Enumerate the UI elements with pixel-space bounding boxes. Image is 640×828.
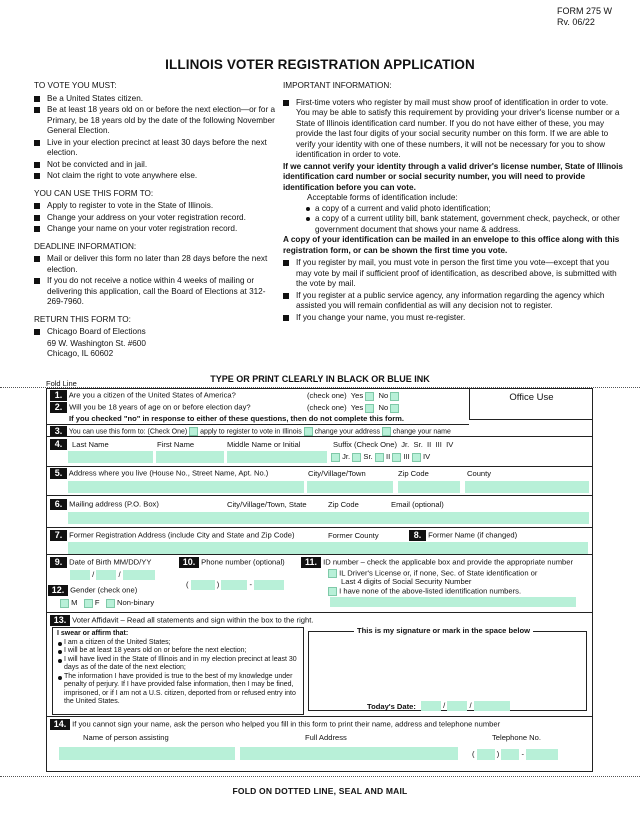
question-7	[50, 530, 295, 541]
dob-year-input[interactable]	[123, 570, 155, 580]
list-item: Be at least 18 years old on or before the next election—or for a Primary, be 18 years old by the date of the following November General Election.	[34, 105, 279, 137]
change-address-checkbox[interactable]	[304, 427, 313, 436]
option-label: change your address	[314, 428, 381, 436]
page-title: ILLINOIS VOTER REGISTRATION APPLICATION	[165, 57, 475, 72]
divider	[46, 527, 593, 528]
question-12	[48, 585, 137, 596]
question-9	[50, 557, 151, 568]
gender-nb-checkbox[interactable]	[106, 599, 115, 608]
list-item: If you register by mail, you must vote in person the first time you vote—except that you may vote by mail if sufficient proof of identification, as described above, is submitted with the vote by mail.	[283, 258, 623, 290]
suffix-opt: III	[403, 452, 410, 461]
to-vote-heading: TO VOTE YOU MUST:	[34, 81, 117, 90]
envelope-note: A copy of your identification can be mailed in an envelope to this office along with this registration form, or can be shown the first time you vote.	[283, 235, 620, 255]
list-item: If you change your name, you must re-register.	[283, 313, 623, 324]
fold-line-bottom	[0, 776, 640, 777]
list-item: a copy of a current and valid photo identification;	[305, 204, 623, 215]
question-2	[50, 402, 251, 413]
question-number: 1.	[50, 390, 67, 401]
signature-label: This is my signature or mark in the space below	[354, 626, 533, 636]
acceptable-forms-label: Acceptable forms of identification include:	[307, 193, 458, 202]
list-item: a copy of a current utility bill, bank statement, government check, paycheck, or other government document that shows your name & address.	[305, 214, 623, 235]
phone-label: Phone number (optional)	[201, 557, 285, 567]
citizen-answer	[307, 391, 399, 401]
question-5	[50, 468, 268, 479]
middle-name-input[interactable]	[227, 451, 327, 463]
gender-opt: M	[71, 598, 78, 607]
list-item: I will have lived in the State of Illinois and in my election precinct at least 30 days as of the date of the next election;	[57, 656, 299, 673]
phone-line-input[interactable]	[254, 580, 284, 590]
divider	[46, 495, 593, 496]
date-input-group: / /	[421, 701, 510, 711]
check-one-label: (check one)	[307, 391, 347, 400]
return-line: 69 W. Washington St. #600	[47, 338, 146, 348]
signature-box[interactable]	[308, 631, 587, 711]
cannot-verify-note: If we cannot verify your identity through a valid driver's license number, State of Illinois identification card number or social security number, you will need to provide identification before you can vote.	[283, 161, 623, 192]
list-item: Change your name on your voter registration record.	[34, 224, 279, 235]
important-list	[283, 98, 623, 161]
dob-label: Date of Birth MM/DD/YY	[69, 557, 152, 567]
list-item: First-time voters who register by mail must show proof of identification in order to vote. You may be able to satisfy this requirement by providing your driver's license number or a State of Illinois identification card number. If you do not have either of these, you may provide the last four digits of your social security number on this form. If we are able to verify your identity with one of these numbers, it will not be necessary for you to show identification in order to vote.	[283, 98, 623, 161]
email-label: Email (optional)	[391, 500, 444, 509]
change-name-checkbox[interactable]	[382, 427, 391, 436]
form-number-block	[557, 6, 612, 29]
question-6	[50, 499, 159, 510]
divider	[46, 466, 593, 467]
question-11	[301, 557, 573, 568]
suffix-opt: IV	[446, 440, 454, 449]
gender-opt: F	[94, 598, 100, 607]
question-1	[50, 390, 236, 401]
divider	[46, 716, 593, 717]
question-text: Are you a citizen of the United States of America?	[68, 390, 236, 400]
suffix-options	[331, 452, 430, 462]
date-year-input[interactable]	[474, 701, 510, 711]
full-address-label: Full Address	[305, 733, 347, 742]
suffix-text: Suffix (Check One)	[333, 440, 398, 449]
divider	[46, 612, 593, 613]
suffix-opt: II	[427, 440, 432, 449]
list-item: The information I have provided is true to the best of my knowledge under penalty of perjury. If I have provided false information, then I may be fined, imprisoned, or if I am not a U.S. citizen, deported from or refused entry into the United States.	[57, 673, 299, 707]
assist-address-input[interactable]	[240, 747, 458, 760]
to-vote-list	[34, 94, 279, 182]
date-day-input[interactable]	[447, 701, 467, 711]
return-line: Chicago, IL 60602	[47, 349, 114, 358]
ssn-checkbox[interactable]	[328, 587, 337, 596]
zip-input[interactable]	[398, 481, 460, 493]
list-item: I am a citizen of the United States;	[57, 639, 299, 648]
question-10	[179, 557, 285, 568]
suffix-opt: Sr.	[363, 452, 373, 461]
question-4	[50, 439, 67, 450]
assist-phone-prefix[interactable]	[501, 749, 519, 760]
gender-options	[60, 598, 154, 608]
assist-phone-area[interactable]	[477, 749, 495, 760]
no-label: No	[378, 391, 389, 400]
question-text: Will you be 18 years of age on or before election day?	[69, 402, 251, 412]
former-name-label: Former Name (if changed)	[428, 530, 518, 540]
office-use-box: Office Use	[469, 388, 593, 420]
zip-label: Zip Code	[398, 469, 429, 478]
swear-heading: I swear or affirm that:	[57, 630, 129, 637]
deadline-heading: DEADLINE INFORMATION:	[34, 241, 137, 251]
question-number: 5.	[50, 468, 67, 479]
dob-day-input[interactable]	[96, 570, 116, 580]
register-checkbox[interactable]	[189, 427, 198, 436]
option-label: apply to register to vote in Illinois	[200, 428, 302, 436]
divider	[46, 436, 593, 437]
question-number: 14.	[50, 719, 70, 730]
suffix-jr-checkbox[interactable]	[331, 453, 340, 462]
question-number: 13.	[50, 615, 70, 626]
fold-line-label: Fold Line	[46, 379, 77, 388]
gender-m-checkbox[interactable]	[60, 599, 69, 608]
if-no-warning: If you checked "no" in response to either of these questions, then do not complete this form.	[69, 414, 405, 423]
address-input[interactable]	[68, 481, 304, 493]
license-checkbox[interactable]	[328, 569, 337, 578]
telephone-label: Telephone No.	[492, 733, 541, 742]
former-address-label: Former Registration Address (include City and State and Zip Code)	[69, 530, 295, 540]
id-opt: Last 4 digits of Social Security Number	[341, 577, 472, 587]
date-month-input[interactable]	[421, 701, 441, 711]
city-input[interactable]	[307, 481, 393, 493]
phone-area-input[interactable]	[191, 580, 215, 590]
list-item: Mail or deliver this form no later than 28 days before the next election.	[34, 254, 279, 275]
suffix-ii-checkbox[interactable]	[375, 453, 384, 462]
suffix-opt: II	[385, 452, 391, 461]
swear-list	[57, 639, 299, 707]
id-number-label: ID number – check the applicable box and provide the appropriate number	[323, 557, 574, 567]
last-name-label: Last Name	[72, 440, 109, 449]
id-opt: IL Driver's License or, if none, Sec. of State identification or	[339, 568, 538, 578]
form-number: FORM 275 W	[556, 6, 612, 16]
address-label: Address where you live (House No., Street Name, Apt. No.)	[68, 468, 269, 478]
option-label: change your name	[392, 428, 451, 436]
assist-name-label: Name of person assisting	[83, 733, 169, 742]
question-number: 8.	[409, 530, 426, 541]
question-number: 7.	[50, 530, 67, 541]
citizen-no-checkbox[interactable]	[390, 392, 399, 401]
check-one-label: (check one)	[307, 403, 347, 412]
phone-input-group: ( ) -	[186, 580, 284, 590]
suffix-opt: IV	[423, 452, 431, 461]
former-address-input[interactable]	[68, 542, 588, 554]
suffix-opt: III	[435, 440, 442, 449]
gender-f-checkbox[interactable]	[84, 599, 93, 608]
divider	[46, 424, 469, 425]
question-number: 9.	[50, 557, 67, 568]
list-item: Change your address on your voter registration record.	[34, 213, 279, 224]
form-revision: Rv. 06/22	[556, 17, 595, 28]
question-number: 12.	[48, 585, 68, 596]
assist-name-input[interactable]	[59, 747, 235, 760]
question-number: 6.	[50, 499, 67, 510]
deadline-list	[34, 254, 279, 308]
question-number: 3.	[50, 426, 67, 437]
question-text: If you cannot sign your name, ask the person who helped you fill in this form to print their name, address and telephone number	[72, 719, 501, 729]
city-label: City/Village/Town	[308, 469, 366, 478]
gender-opt: Non-binary	[117, 598, 155, 607]
question-13	[50, 615, 313, 626]
id-options	[328, 569, 537, 596]
county-input[interactable]	[465, 481, 589, 493]
list-item: Not be convicted and in jail.	[34, 160, 279, 171]
list-item: If you do not receive a notice within 4 weeks of mailing or delivering this application, call the Board of Elections at 312-269-7960.	[34, 276, 279, 308]
list-item: If you register at a public service agency, any information regarding the agency which assisted you will remain confidential as will any decision not to register.	[283, 291, 623, 312]
citizen-yes-checkbox[interactable]	[365, 392, 374, 401]
return-address	[34, 327, 279, 338]
question-number: 2.	[50, 402, 67, 413]
date-label: Today's Date:	[367, 702, 416, 711]
former-county-label: Former County	[328, 531, 379, 540]
instructions-left	[34, 81, 279, 360]
mailing-label: Mailing address (P.O. Box)	[69, 499, 159, 509]
question-8	[409, 530, 517, 541]
id-opt: I have none of the above-listed identification numbers.	[339, 586, 522, 596]
gender-label: Gender (check one)	[70, 585, 138, 595]
first-name-label: First Name	[157, 440, 195, 449]
use-list	[34, 201, 279, 235]
list-item: Not claim the right to vote anywhere else.	[34, 171, 279, 182]
question-14	[50, 719, 500, 730]
mailing-address-input[interactable]	[68, 512, 589, 524]
no-label: No	[378, 403, 389, 412]
last-name-input[interactable]	[68, 451, 153, 463]
suffix-sr-checkbox[interactable]	[352, 453, 361, 462]
type-print-note: TYPE OR PRINT CLEARLY IN BLACK OR BLUE INK	[210, 374, 430, 384]
dob-month-input[interactable]	[70, 570, 90, 580]
list-item: Live in your election precinct at least 30 days before the next election.	[34, 138, 279, 159]
mail-zip-label: Zip Code	[328, 500, 359, 509]
age-answer	[307, 403, 399, 413]
yes-label: Yes	[350, 403, 364, 412]
divider	[46, 554, 593, 555]
list-item: Apply to register to vote in the State of Illinois.	[34, 201, 279, 212]
question-number: 10.	[179, 557, 199, 568]
suffix-opt: Jr.	[342, 452, 351, 461]
suffix-label	[333, 440, 453, 450]
affidavit-label: Voter Affidavit – Read all statements and sign within the box to the right.	[72, 615, 314, 625]
mail-city-label: City/Village/Town, State	[227, 500, 307, 509]
id-forms-list	[305, 204, 623, 236]
phone-prefix-input[interactable]	[221, 580, 247, 590]
id-number-input[interactable]	[330, 597, 576, 607]
county-label: County	[467, 469, 492, 478]
age-yes-checkbox[interactable]	[365, 404, 374, 413]
return-line: Chicago Board of Elections	[34, 327, 279, 338]
use-heading: YOU CAN USE THIS FORM TO:	[34, 188, 154, 198]
return-heading: RETURN THIS FORM TO:	[34, 314, 131, 324]
fold-instruction: FOLD ON DOTTED LINE, SEAL AND MAIL	[232, 786, 408, 796]
list-item: Be a United States citizen.	[34, 94, 279, 105]
suffix-opt: Sr.	[413, 440, 423, 449]
suffix-iv-checkbox[interactable]	[412, 453, 421, 462]
assist-phone-line[interactable]	[526, 749, 558, 760]
suffix-iii-checkbox[interactable]	[392, 453, 401, 462]
dob-input-group: / /	[70, 570, 155, 580]
age-no-checkbox[interactable]	[390, 404, 399, 413]
assist-phone-group: ( ) -	[472, 749, 558, 760]
first-name-input[interactable]	[156, 451, 224, 463]
question-text: You can use this form to: (Check One)	[68, 428, 188, 436]
important-heading: IMPORTANT INFORMATION:	[283, 81, 392, 90]
list-item: I will be at least 18 years old on or before the next election;	[57, 647, 299, 656]
middle-name-label: Middle Name or Initial	[227, 440, 301, 449]
affidavit-box	[52, 627, 304, 715]
instructions-right	[283, 81, 623, 324]
more-list	[283, 258, 623, 323]
suffix-opt: Jr.	[401, 440, 410, 449]
question-number: 4.	[50, 439, 67, 450]
yes-label: Yes	[350, 391, 364, 400]
question-number: 11.	[301, 557, 321, 568]
